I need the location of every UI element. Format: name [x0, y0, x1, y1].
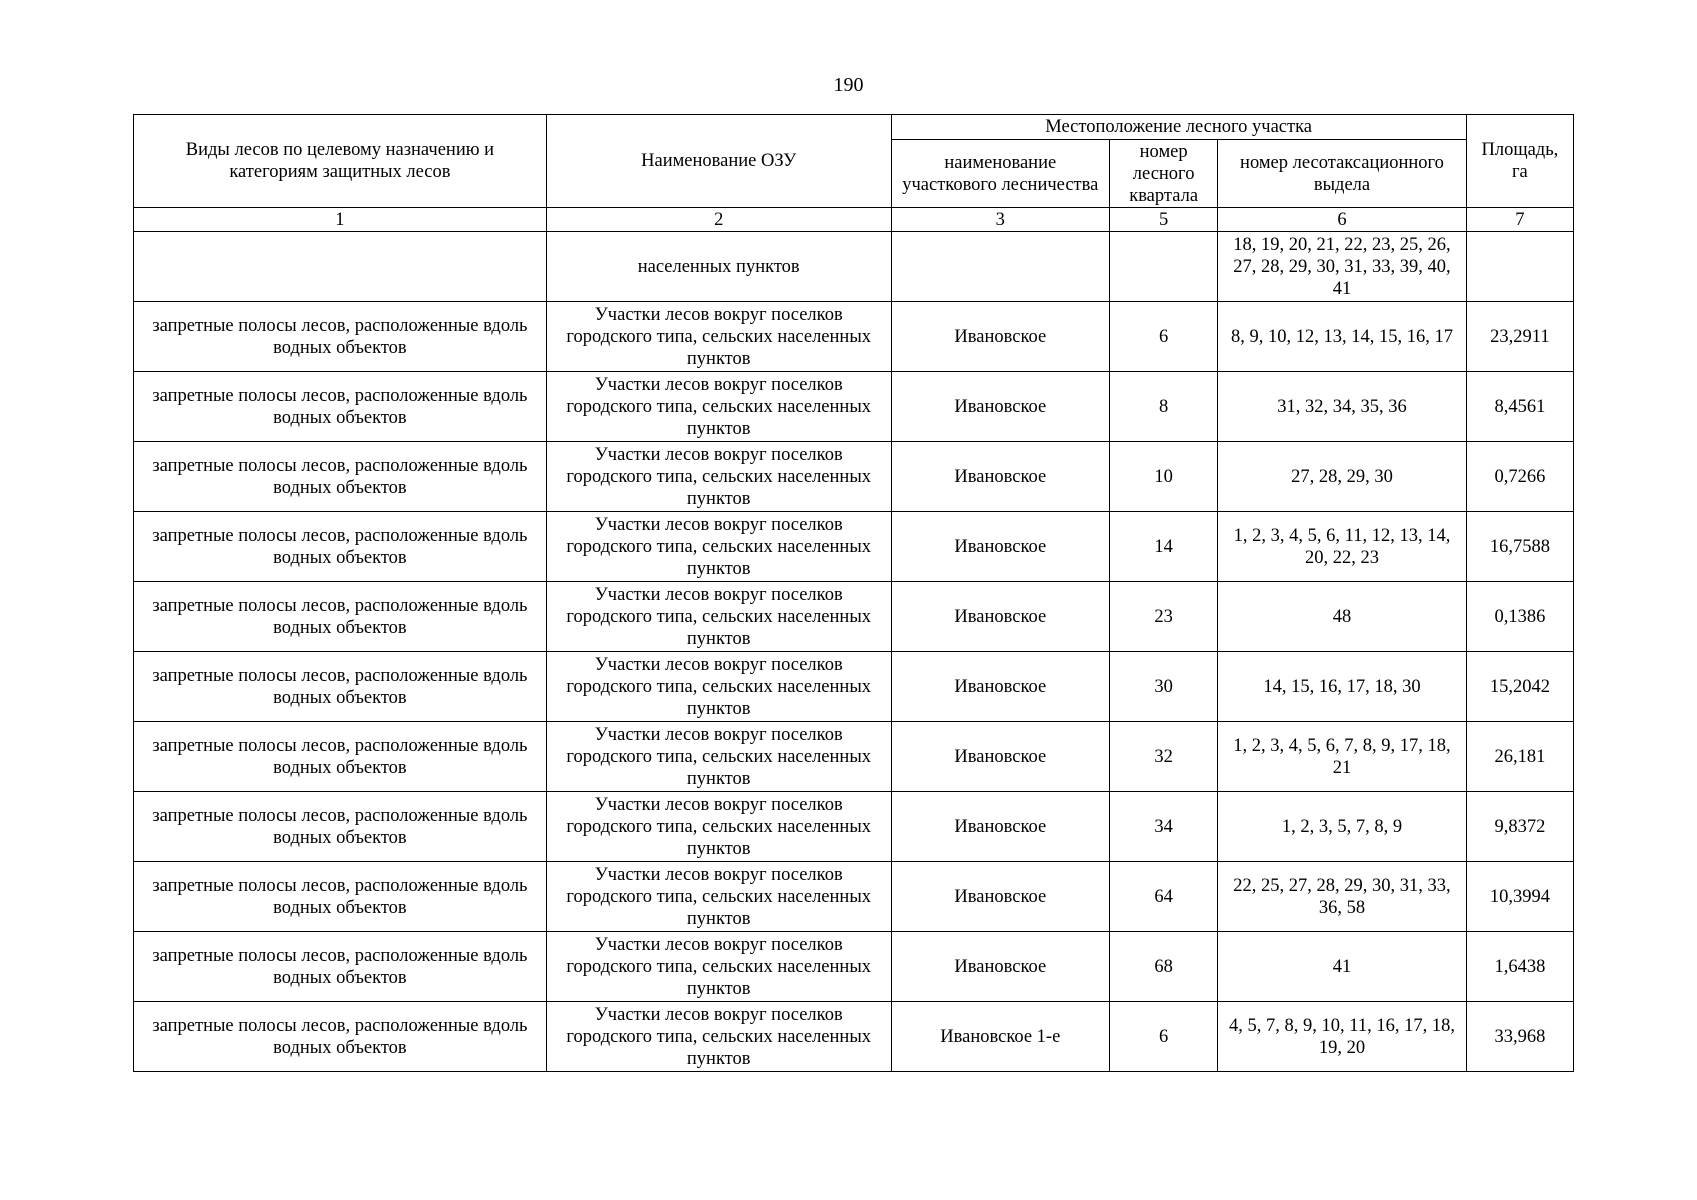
cell-forest-kind: запретные полосы лесов, расположенные вдоль водных объектов	[134, 1002, 547, 1072]
table-row	[134, 862, 1574, 932]
table-row	[134, 442, 1574, 512]
header-quarter-number: номер лесного квартала	[1110, 140, 1218, 208]
cell-area: 8,4561	[1466, 372, 1573, 442]
column-number: 6	[1218, 208, 1467, 232]
cell-quarter: 30	[1110, 652, 1218, 722]
cell-ozu-name: Участки лесов вокруг поселков городского типа, сельских населенных пунктов	[546, 932, 891, 1002]
cell-parcels: 27, 28, 29, 30	[1218, 442, 1467, 512]
cell-parcels: 8, 9, 10, 12, 13, 14, 15, 16, 17	[1218, 302, 1467, 372]
cell-forestry: Ивановское 1-е	[891, 1002, 1109, 1072]
page-number: 190	[833, 74, 864, 96]
cell-forest-kind: запретные полосы лесов, расположенные вдоль водных объектов	[134, 512, 547, 582]
cell-forestry: Ивановское	[891, 862, 1109, 932]
cell-quarter: 32	[1110, 722, 1218, 792]
cell-area: 15,2042	[1466, 652, 1573, 722]
cell-area	[1466, 232, 1573, 302]
cell-forestry: Ивановское	[891, 372, 1109, 442]
cell-forest-kind: запретные полосы лесов, расположенные вдоль водных объектов	[134, 582, 547, 652]
column-number: 3	[891, 208, 1109, 232]
cell-quarter: 10	[1110, 442, 1218, 512]
table-row	[134, 792, 1574, 862]
cell-forest-kind: запретные полосы лесов, расположенные вдоль водных объектов	[134, 372, 547, 442]
cell-area: 23,2911	[1466, 302, 1573, 372]
cell-ozu-name: Участки лесов вокруг поселков городского типа, сельских населенных пунктов	[546, 582, 891, 652]
cell-quarter: 34	[1110, 792, 1218, 862]
column-number: 7	[1466, 208, 1573, 232]
cell-quarter: 6	[1110, 302, 1218, 372]
cell-forestry: Ивановское	[891, 722, 1109, 792]
cell-forest-kind: запретные полосы лесов, расположенные вдоль водных объектов	[134, 862, 547, 932]
cell-area: 10,3994	[1466, 862, 1573, 932]
cell-quarter: 8	[1110, 372, 1218, 442]
table-row	[134, 232, 1574, 302]
table-header-row	[134, 115, 1574, 140]
column-number: 1	[134, 208, 547, 232]
cell-quarter: 6	[1110, 1002, 1218, 1072]
cell-ozu-name: Участки лесов вокруг поселков городского типа, сельских населенных пунктов	[546, 1002, 891, 1072]
cell-parcels: 41	[1218, 932, 1467, 1002]
column-number-row	[134, 208, 1574, 232]
header-forest-kind: Виды лесов по целевому назначению и категориям защитных лесов	[134, 115, 547, 208]
header-location-group: Местоположение лесного участка	[891, 115, 1466, 140]
table-row	[134, 1002, 1574, 1072]
cell-parcels: 1, 2, 3, 4, 5, 6, 7, 8, 9, 17, 18, 21	[1218, 722, 1467, 792]
table-row	[134, 932, 1574, 1002]
cell-parcels: 1, 2, 3, 4, 5, 6, 11, 12, 13, 14, 20, 22, 23	[1218, 512, 1467, 582]
cell-forest-kind: запретные полосы лесов, расположенные вдоль водных объектов	[134, 302, 547, 372]
cell-area: 33,968	[1466, 1002, 1573, 1072]
cell-parcels: 31, 32, 34, 35, 36	[1218, 372, 1467, 442]
cell-ozu-name: Участки лесов вокруг поселков городского типа, сельских населенных пунктов	[546, 722, 891, 792]
header-area: Площадь, га	[1466, 115, 1573, 208]
cell-forestry: Ивановское	[891, 792, 1109, 862]
cell-forestry	[891, 232, 1109, 302]
table-row	[134, 582, 1574, 652]
cell-forest-kind: запретные полосы лесов, расположенные вдоль водных объектов	[134, 442, 547, 512]
cell-ozu-name: Участки лесов вокруг поселков городского типа, сельских населенных пунктов	[546, 792, 891, 862]
cell-area: 9,8372	[1466, 792, 1573, 862]
cell-area: 0,1386	[1466, 582, 1573, 652]
cell-ozu-name: Участки лесов вокруг поселков городского типа, сельских населенных пунктов	[546, 302, 891, 372]
table-row	[134, 722, 1574, 792]
column-number: 5	[1110, 208, 1218, 232]
header-forestry-name: наименование участкового лесничества	[891, 140, 1109, 208]
cell-forestry: Ивановское	[891, 932, 1109, 1002]
cell-parcels: 1, 2, 3, 5, 7, 8, 9	[1218, 792, 1467, 862]
forest-plots-table	[133, 114, 1574, 1072]
header-parcel-number: номер лесотаксационного выдела	[1218, 140, 1467, 208]
cell-forest-kind: запретные полосы лесов, расположенные вдоль водных объектов	[134, 652, 547, 722]
cell-parcels: 14, 15, 16, 17, 18, 30	[1218, 652, 1467, 722]
cell-ozu-name: Участки лесов вокруг поселков городского типа, сельских населенных пунктов	[546, 512, 891, 582]
cell-forest-kind: запретные полосы лесов, расположенные вдоль водных объектов	[134, 932, 547, 1002]
table-row	[134, 302, 1574, 372]
cell-area: 0,7266	[1466, 442, 1573, 512]
cell-parcels: 4, 5, 7, 8, 9, 10, 11, 16, 17, 18, 19, 20	[1218, 1002, 1467, 1072]
table-row	[134, 652, 1574, 722]
cell-ozu-name: Участки лесов вокруг поселков городского типа, сельских населенных пунктов	[546, 442, 891, 512]
table-row	[134, 372, 1574, 442]
cell-forest-kind: запретные полосы лесов, расположенные вдоль водных объектов	[134, 792, 547, 862]
cell-quarter	[1110, 232, 1218, 302]
table-row	[134, 512, 1574, 582]
cell-ozu-name: Участки лесов вокруг поселков городского типа, сельских населенных пунктов	[546, 652, 891, 722]
cell-parcels: 22, 25, 27, 28, 29, 30, 31, 33, 36, 58	[1218, 862, 1467, 932]
cell-area: 1,6438	[1466, 932, 1573, 1002]
cell-parcels: 48	[1218, 582, 1467, 652]
cell-quarter: 68	[1110, 932, 1218, 1002]
cell-ozu-name: населенных пунктов	[546, 232, 891, 302]
cell-forestry: Ивановское	[891, 302, 1109, 372]
cell-quarter: 64	[1110, 862, 1218, 932]
header-ozu-name: Наименование ОЗУ	[546, 115, 891, 208]
cell-forest-kind: запретные полосы лесов, расположенные вдоль водных объектов	[134, 722, 547, 792]
cell-quarter: 14	[1110, 512, 1218, 582]
cell-forest-kind	[134, 232, 547, 302]
cell-quarter: 23	[1110, 582, 1218, 652]
cell-ozu-name: Участки лесов вокруг поселков городского типа, сельских населенных пунктов	[546, 372, 891, 442]
column-number: 2	[546, 208, 891, 232]
cell-area: 16,7588	[1466, 512, 1573, 582]
cell-forestry: Ивановское	[891, 582, 1109, 652]
cell-forestry: Ивановское	[891, 442, 1109, 512]
cell-forestry: Ивановское	[891, 512, 1109, 582]
cell-parcels: 18, 19, 20, 21, 22, 23, 25, 26, 27, 28, 29, 30, 31, 33, 39, 40, 41	[1218, 232, 1467, 302]
cell-area: 26,181	[1466, 722, 1573, 792]
cell-forestry: Ивановское	[891, 652, 1109, 722]
cell-ozu-name: Участки лесов вокруг поселков городского типа, сельских населенных пунктов	[546, 862, 891, 932]
